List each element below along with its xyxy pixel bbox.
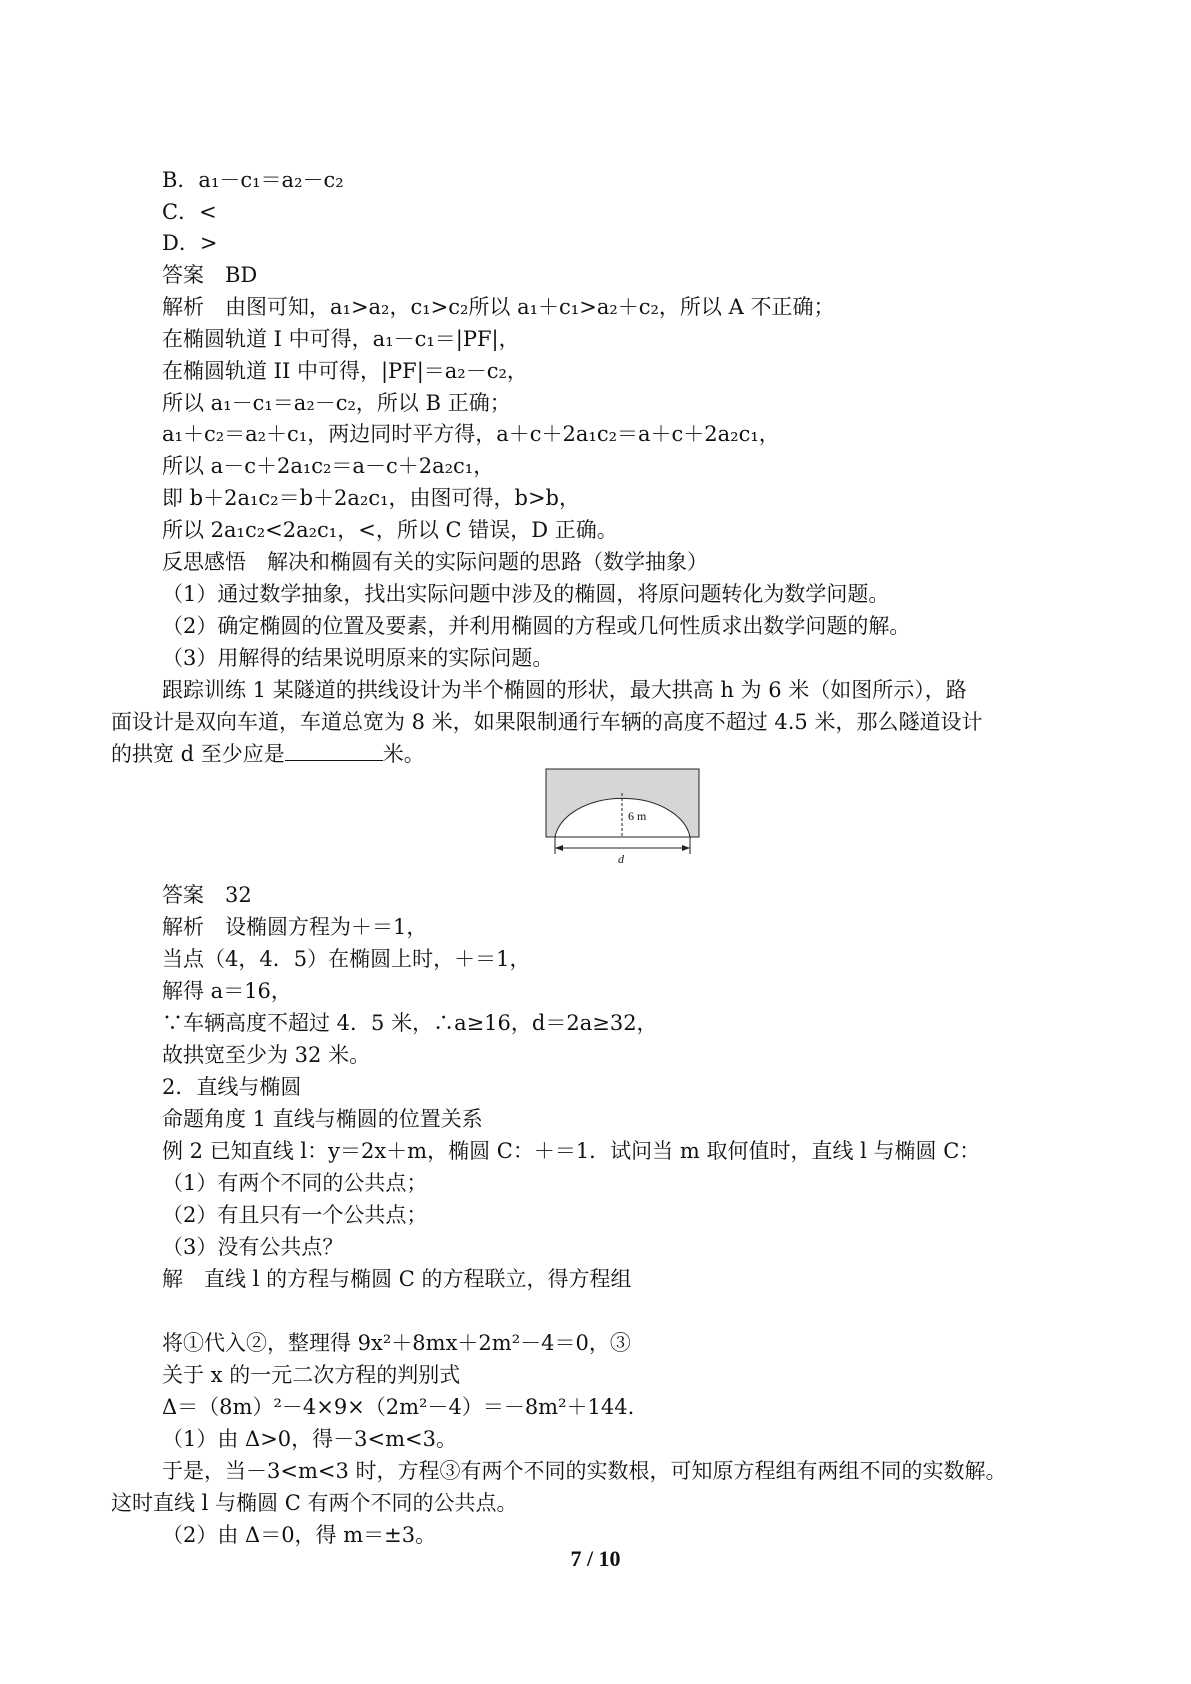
- text-line: 将①代入②，整理得 9x²＋8mx＋2m²－4＝0，③: [162, 1331, 631, 1355]
- page-number: 7 / 10: [570, 1546, 621, 1571]
- text-line: 这时直线 l 与椭圆 C 有两个不同的公共点。: [111, 1491, 518, 1515]
- text-line: （1）由 Δ>0，得－3<m<3。: [162, 1427, 457, 1451]
- text-line: 在椭圆轨道 II 中可得，|PF|＝a₂－c₂，: [162, 359, 528, 383]
- reflection-heading: 反思感悟 解决和椭圆有关的实际问题的思路（数学抽象）: [162, 550, 708, 574]
- exercise-unit: 米。: [382, 742, 425, 766]
- text-line: 所以 a－c＋2a₁c₂＝a－c＋2a₂c₁，: [162, 454, 495, 478]
- exercise-line: 跟踪训练 1 某隧道的拱线设计为半个椭圆的形状，最大拱高 h 为 6 米（如图所示），路: [162, 678, 967, 702]
- answer-line: 答案 BD: [162, 263, 258, 287]
- example-line: 例 2 已知直线 l：y＝2x＋m，椭圆 C：＋＝1．试问当 m 取何值时，直线 l 与椭圆 C：: [162, 1139, 981, 1163]
- answer-line: 答案 32: [162, 883, 252, 907]
- list-item: （2）有且只有一个公共点；: [162, 1203, 428, 1227]
- list-item: （1）通过数学抽象，找出实际问题中涉及的椭圆，将原问题转化为数学问题。: [162, 582, 890, 606]
- subsection-heading: 命题角度 1 直线与椭圆的位置关系: [162, 1107, 483, 1131]
- text-line: ∵车辆高度不超过 4．5 米，∴a≥16，d＝2a≥32，: [162, 1011, 658, 1035]
- answer-blank: [285, 740, 383, 761]
- text-line: Δ＝（8m）²－4×9×（2m²－4）＝－8m²＋144.: [162, 1395, 635, 1419]
- analysis-line: 解析 由图可知，a₁>a₂，c₁>c₂所以 a₁＋c₁>a₂＋c₂，所以 A 不正确；: [162, 295, 835, 319]
- exercise-line: [111, 739, 425, 769]
- width-label: d: [618, 852, 624, 866]
- list-item: （3）没有公共点？: [162, 1235, 344, 1259]
- section-heading: 2．直线与椭圆: [162, 1075, 302, 1099]
- arrow-right-icon: [682, 845, 690, 851]
- text-line: 解得 a＝16，: [162, 979, 292, 1003]
- arrow-left-icon: [555, 845, 563, 851]
- text-line: （2）由 Δ＝0，得 m＝±3。: [162, 1523, 437, 1547]
- tunnel-figure: [545, 768, 700, 870]
- text-line: 所以 2a₁c₂<2a₂c₁，<，所以 C 错误，D 正确。: [162, 518, 618, 542]
- option-b: B．a₁－c₁＝a₂－c₂: [162, 168, 344, 192]
- text-line: 于是，当－3<m<3 时，方程③有两个不同的实数根，可知原方程组有两组不同的实数解。: [162, 1459, 1007, 1483]
- text-line: 所以 a₁－c₁＝a₂－c₂，所以 B 正确；: [162, 391, 511, 415]
- text-line: 在椭圆轨道 I 中可得，a₁－c₁＝|PF|，: [162, 327, 520, 351]
- height-label: 6 m: [628, 809, 647, 823]
- option-d: D．>: [162, 231, 218, 255]
- exercise-text: 的拱宽 d 至少应是: [111, 742, 285, 766]
- analysis-line: 解析 设椭圆方程为＋＝1，: [162, 915, 428, 939]
- text-line: 故拱宽至少为 32 米。: [162, 1043, 371, 1067]
- text-line: 即 b＋2a₁c₂＝b＋2a₂c₁，由图可得，b>b，: [162, 486, 580, 510]
- option-c: C．<: [162, 200, 217, 224]
- list-item: （3）用解得的结果说明原来的实际问题。: [162, 646, 554, 670]
- text-line: a₁＋c₂＝a₂＋c₁，两边同时平方得，a＋c＋2a₁c₂＝a＋c＋2a₂c₁，: [162, 422, 780, 446]
- list-item: （2）确定椭圆的位置及要素，并利用椭圆的方程或几何性质求出数学问题的解。: [162, 614, 911, 638]
- solution-line: 解 直线 l 的方程与椭圆 C 的方程联立，得方程组: [162, 1267, 632, 1291]
- text-line: 关于 x 的一元二次方程的判别式: [162, 1363, 461, 1387]
- list-item: （1）有两个不同的公共点；: [162, 1171, 428, 1195]
- text-line: 当点（4，4．5）在椭圆上时，＋＝1，: [162, 947, 531, 971]
- exercise-line: 面设计是双向车道，车道总宽为 8 米，如果限制通行车辆的高度不超过 4.5 米，那么隧道设计: [111, 710, 983, 734]
